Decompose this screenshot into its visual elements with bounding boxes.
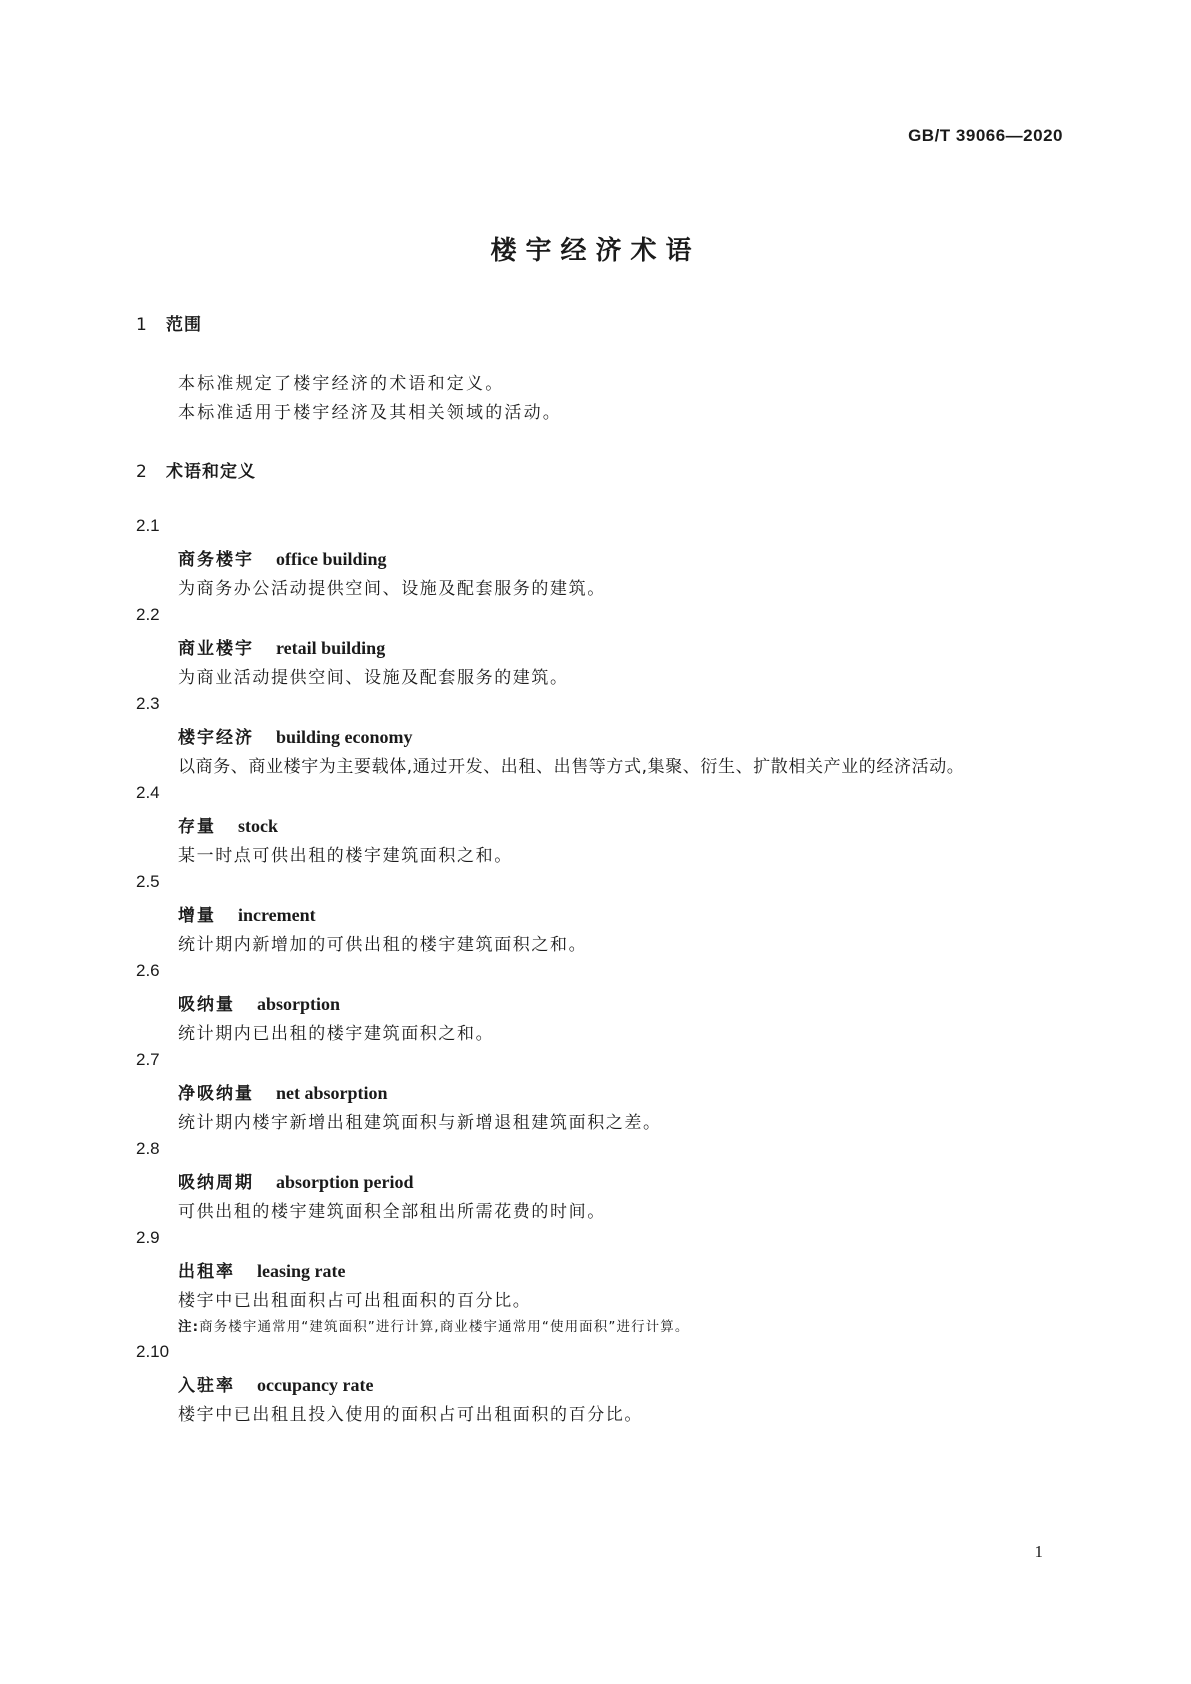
note-label: 注: bbox=[178, 1319, 200, 1335]
term-definition: 为商务办公活动提供空间、设施及配套服务的建筑。 bbox=[178, 579, 606, 599]
term-heading bbox=[178, 723, 413, 748]
term-name-zh: 净吸纳量 bbox=[178, 1084, 254, 1104]
term-heading bbox=[178, 901, 316, 926]
term-heading bbox=[178, 1079, 388, 1104]
note-text: 商务楼宇通常用“建筑面积”进行计算,商业楼宇通常用“使用面积”进行计算。 bbox=[199, 1319, 690, 1335]
term-heading bbox=[178, 990, 340, 1015]
term-number: 2.2 bbox=[136, 605, 160, 624]
term-heading bbox=[178, 1168, 414, 1193]
term-number: 2.10 bbox=[136, 1342, 170, 1361]
term-heading bbox=[178, 1371, 373, 1396]
section-title: 术语和定义 bbox=[166, 462, 256, 482]
term-name-zh: 增量 bbox=[178, 906, 216, 926]
term-name-zh: 吸纳量 bbox=[178, 995, 235, 1015]
term-number: 2.8 bbox=[136, 1139, 160, 1158]
term-name-zh: 出租率 bbox=[178, 1262, 235, 1282]
term-number: 2.5 bbox=[136, 872, 160, 891]
term-definition: 统计期内已出租的楼宇建筑面积之和。 bbox=[178, 1024, 495, 1044]
term-definition: 统计期内楼宇新增出租建筑面积与新增退租建筑面积之差。 bbox=[178, 1113, 662, 1133]
term-definition: 可供出租的楼宇建筑面积全部租出所需花费的时间。 bbox=[178, 1202, 606, 1222]
standard-number: GB/T 39066—2020 bbox=[908, 126, 1063, 145]
term-definition: 楼宇中已出租且投入使用的面积占可出租面积的百分比。 bbox=[178, 1405, 643, 1425]
scope-paragraph-1: 本标准规定了楼宇经济的术语和定义。 bbox=[178, 374, 505, 394]
term-name-zh: 楼宇经济 bbox=[178, 728, 254, 748]
term-name-zh: 商业楼宇 bbox=[178, 639, 254, 659]
term-number: 2.1 bbox=[136, 516, 160, 535]
scope-paragraph-2: 本标准适用于楼宇经济及其相关领域的活动。 bbox=[178, 403, 562, 423]
term-name-en: retail building bbox=[276, 638, 386, 658]
term-number: 2.6 bbox=[136, 961, 160, 980]
term-name-en: building economy bbox=[276, 727, 413, 747]
term-number: 2.3 bbox=[136, 694, 160, 713]
term-name-en: increment bbox=[238, 905, 316, 925]
term-heading bbox=[178, 1257, 345, 1282]
section-title: 范围 bbox=[166, 315, 202, 335]
section-number: 2 bbox=[136, 462, 147, 482]
term-definition: 楼宇中已出租面积占可出租面积的百分比。 bbox=[178, 1291, 532, 1311]
term-name-zh: 存量 bbox=[178, 817, 216, 837]
term-note bbox=[178, 1315, 689, 1335]
term-name-en: stock bbox=[238, 816, 278, 836]
document-title: 楼宇经济术语 bbox=[490, 236, 701, 266]
term-definition: 为商业活动提供空间、设施及配套服务的建筑。 bbox=[178, 668, 569, 688]
term-heading bbox=[178, 545, 387, 570]
term-definition: 统计期内新增加的可供出租的楼宇建筑面积之和。 bbox=[178, 935, 588, 955]
term-name-zh: 吸纳周期 bbox=[178, 1173, 254, 1193]
term-number: 2.7 bbox=[136, 1050, 160, 1069]
term-definition: 某一时点可供出租的楼宇建筑面积之和。 bbox=[178, 846, 513, 866]
section-heading-scope bbox=[136, 310, 202, 335]
term-name-zh: 商务楼宇 bbox=[178, 550, 254, 570]
term-definition: 以商务、商业楼宇为主要载体,通过开发、出租、出售等方式,集聚、衍生、扩散相关产业的经济活动。 bbox=[178, 757, 965, 777]
term-name-en: occupancy rate bbox=[257, 1375, 374, 1395]
page-number: 1 bbox=[1034, 1542, 1043, 1561]
term-heading bbox=[178, 812, 278, 837]
term-heading bbox=[178, 634, 385, 659]
term-number: 2.9 bbox=[136, 1228, 160, 1247]
term-name-en: absorption period bbox=[276, 1172, 414, 1192]
term-name-en: net absorption bbox=[276, 1083, 388, 1103]
term-name-en: absorption bbox=[257, 994, 341, 1014]
term-number: 2.4 bbox=[136, 783, 160, 802]
term-name-zh: 入驻率 bbox=[178, 1376, 235, 1396]
term-name-en: office building bbox=[276, 549, 387, 569]
term-name-en: leasing rate bbox=[257, 1261, 346, 1281]
section-number: 1 bbox=[136, 315, 147, 335]
section-heading-terms bbox=[136, 457, 256, 482]
